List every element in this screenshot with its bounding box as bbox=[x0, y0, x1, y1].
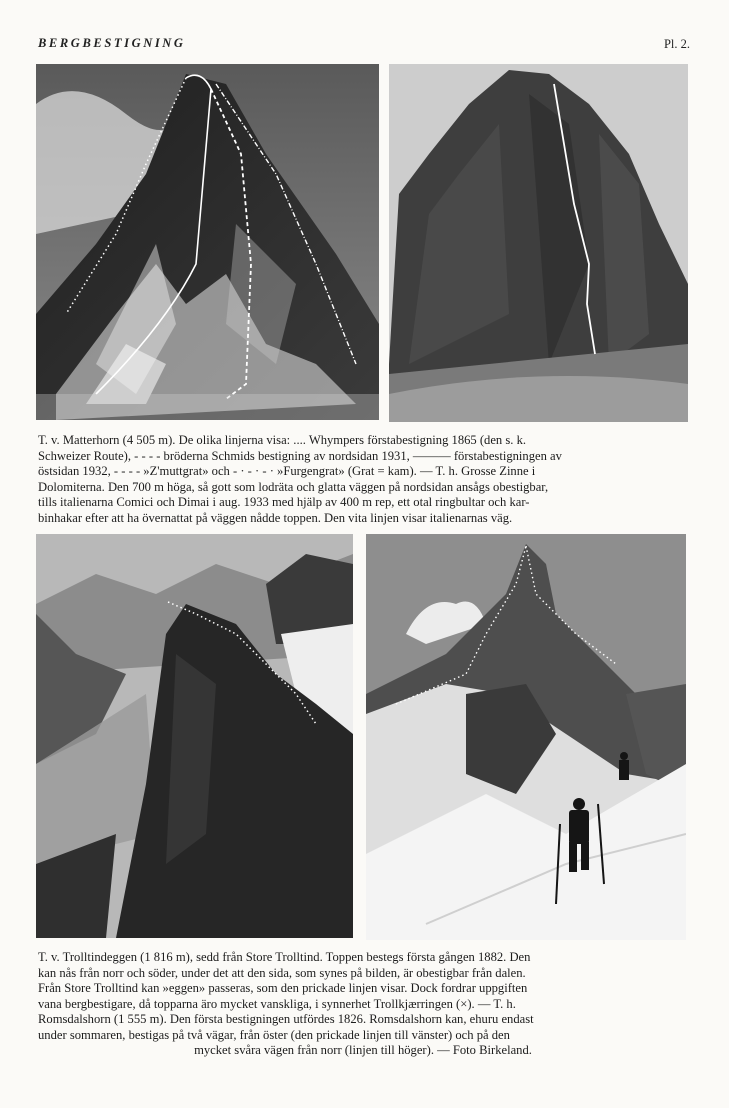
caption-top-line: tills italienarna Comici och Dimai i aug. 1933 med hjälp av 400 m rep, ett otal ringbultar och kar- bbox=[38, 495, 530, 509]
caption-top-line: T. v. Matterhorn (4 505 m). De olika linjerna visa: .... Whympers förstabestigning 1865 (den s. k. bbox=[38, 433, 527, 447]
photo-grosse-zinne bbox=[389, 64, 688, 422]
photo-matterhorn bbox=[36, 64, 379, 420]
caption-top-line: binhakar efter att ha övernattat på väggen nådde toppen. Den vita linjen visar italienarnas väg. bbox=[38, 510, 513, 525]
photo-romsdalshorn bbox=[366, 534, 686, 940]
caption-bottom-line: under sommaren, bestigas på två vägar, från öster (den prickade linjen till vänster) och på den bbox=[38, 1027, 510, 1042]
caption-bottom-line: kan nås från norr och söder, under det att den sida, som synes på bilden, är obestigbar från dalen. bbox=[38, 965, 526, 980]
caption-top bbox=[38, 433, 688, 526]
caption-top-line: Schweizer Route), - - - - bröderna Schmids bestigning av nordsidan 1931, ——— förstabestigningen av bbox=[38, 448, 562, 463]
caption-bottom-line: Romsdalshorn (1 555 m). Den första bestigningen utfördes 1826. Romsdalshorn kan, ehuru endast bbox=[38, 1012, 534, 1026]
caption-bottom bbox=[38, 950, 688, 1059]
caption-bottom-line: vana bergbestigare, då topparna äro mycket vanskliga, i synnerhet Trollkjærringen (×). — T. h. bbox=[38, 996, 516, 1011]
caption-top-line: östsidan 1932, - - - - »Z'muttgrat» och - · - · - · »Furgengrat» (Grat = kam). — T. h. Grosse Zinne i bbox=[38, 464, 536, 478]
caption-bottom-line: T. v. Trolltindeggen (1 816 m), sedd från Store Trolltind. Toppen bestegs första gången 1882. Den bbox=[38, 950, 531, 964]
caption-top-line: Dolomiterna. Den 700 m höga, så gott som lodräta och glatta väggen på nordsidan ansågs obestigbar, bbox=[38, 479, 549, 494]
photo-trolltindeggen bbox=[36, 534, 353, 938]
caption-bottom-last-line: mycket svåra vägen från norr (linjen till höger). — Foto Birkeland. bbox=[194, 1043, 532, 1057]
plate-number: Pl. 2. bbox=[663, 37, 690, 51]
running-head-title: BERGBESTIGNING bbox=[38, 36, 186, 50]
caption-bottom-line: Från Store Trolltind kan »eggen» passeras, som den prickade linjen visar. Dock fordrar uppgiften bbox=[38, 981, 528, 995]
